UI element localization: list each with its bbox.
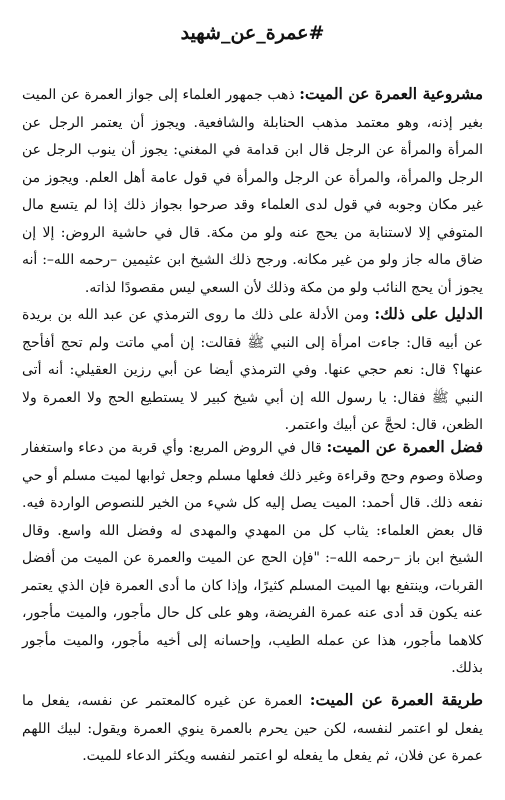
section-body: قال في الروض المربع: وأي قربة من دعاء واستغفار وصلاة وصوم وحج وقراءة وغير ذلك فعلها مسلم وجعل ثوابها لميت مسلم أو حي نفعه ذلك. قال أحمد: الميت يصل إليه كل شيء من الخير للنصوص الواردة فيه. قال بعض العلماء: يثاب كل من المهدي والمهدى له وفضل الله واسع. وقال الشيخ ابن باز –رحمه الله–: "فإن الحج عن الميت والعمرة عن الميت من أفضل القربات، وينتفع بها الميت المسلم كثيرًا، وإذا كان ما أدى العمرة فإن الذي يعتمر عنه يكون قد أدى عنه عمرة الفريضة، وهو على كل حال مأجور، والميت مأجور، كلاهما مأجور، هذا عن عمله الطيب، وإحسانه إلى أخيه مأجور، والميت مأجور بذلك. bbox=[22, 440, 483, 676]
section-virtue bbox=[22, 433, 483, 683]
section-body: ذهب جمهور العلماء إلى جواز العمرة عن الميت بغير إذنه، وهو معتمد مذهب الحنابلة والشافعية. ويجوز أن يعتمر الرجل عن المرأة والمرأة عن الرجل قال ابن قدامة في المغني: يجوز أن ينوب الرجل عن الرجل والمرأة، والمرأة عن الرجل والمرأة في قول عامة أهل العلم. ويجوز من غير مكان وجوبه في قول لدى العلماء وقد صرحوا بجواز ذلك إذا لم يتسع مال المتوفي إلا لاستنابة من يحج عنه ولو من مكة. قال في حاشية الروض: إلا إن ضاق ماله جاز ولو من غير مكانه. ورجح ذلك الشيخ ابن عثيمين –رحمه الله–: أنه يجوز أن يحج النائب ولو من مكة وذلك لأن السعي ليس مقصودًا لذاته. bbox=[22, 87, 483, 296]
section-legitimacy bbox=[22, 80, 483, 302]
section-evidence bbox=[22, 300, 483, 440]
section-heading: طريقة العمرة عن الميت: bbox=[309, 690, 483, 709]
section-method bbox=[22, 686, 483, 771]
section-heading: فضل العمرة عن الميت: bbox=[326, 437, 484, 456]
section-heading: الدليل على ذلك: bbox=[374, 304, 483, 323]
section-body: العمرة عن غيره كالمعتمر عن نفسه، يفعل ما يفعل لو اعتمر لنفسه، لكن حين يحرم بالعمرة ينوي العمرة ويقول: لبيك اللهم عمرة عن فلان، ثم يفعل ما يفعله لو اعتمر لنفسه ويكثر الدعاء للميت. bbox=[22, 693, 483, 764]
section-heading: مشروعية العمرة عن الميت: bbox=[299, 84, 483, 103]
document-title: #عمرة_عن_شهيد bbox=[180, 22, 325, 44]
section-body: ومن الأدلة على ذلك ما روى الترمذي عن عبد الله بن بريدة عن أبيه قال: جاءت امرأة إلى النبي ﷺ فقالت: إن أمي ماتت ولم تحج أفأحج عنها؟ قال: نعم حجي عنها. وفي الترمذي أيضا عن أبي رزين العقيلي: أنه أتى النبي ﷺ فقال: يا رسول الله إن أبي شيخ كبير لا يستطيع الحج ولا العمرة ولا الظعن، قال: لحجَّ عن أبيك واعتمر. bbox=[22, 307, 483, 433]
